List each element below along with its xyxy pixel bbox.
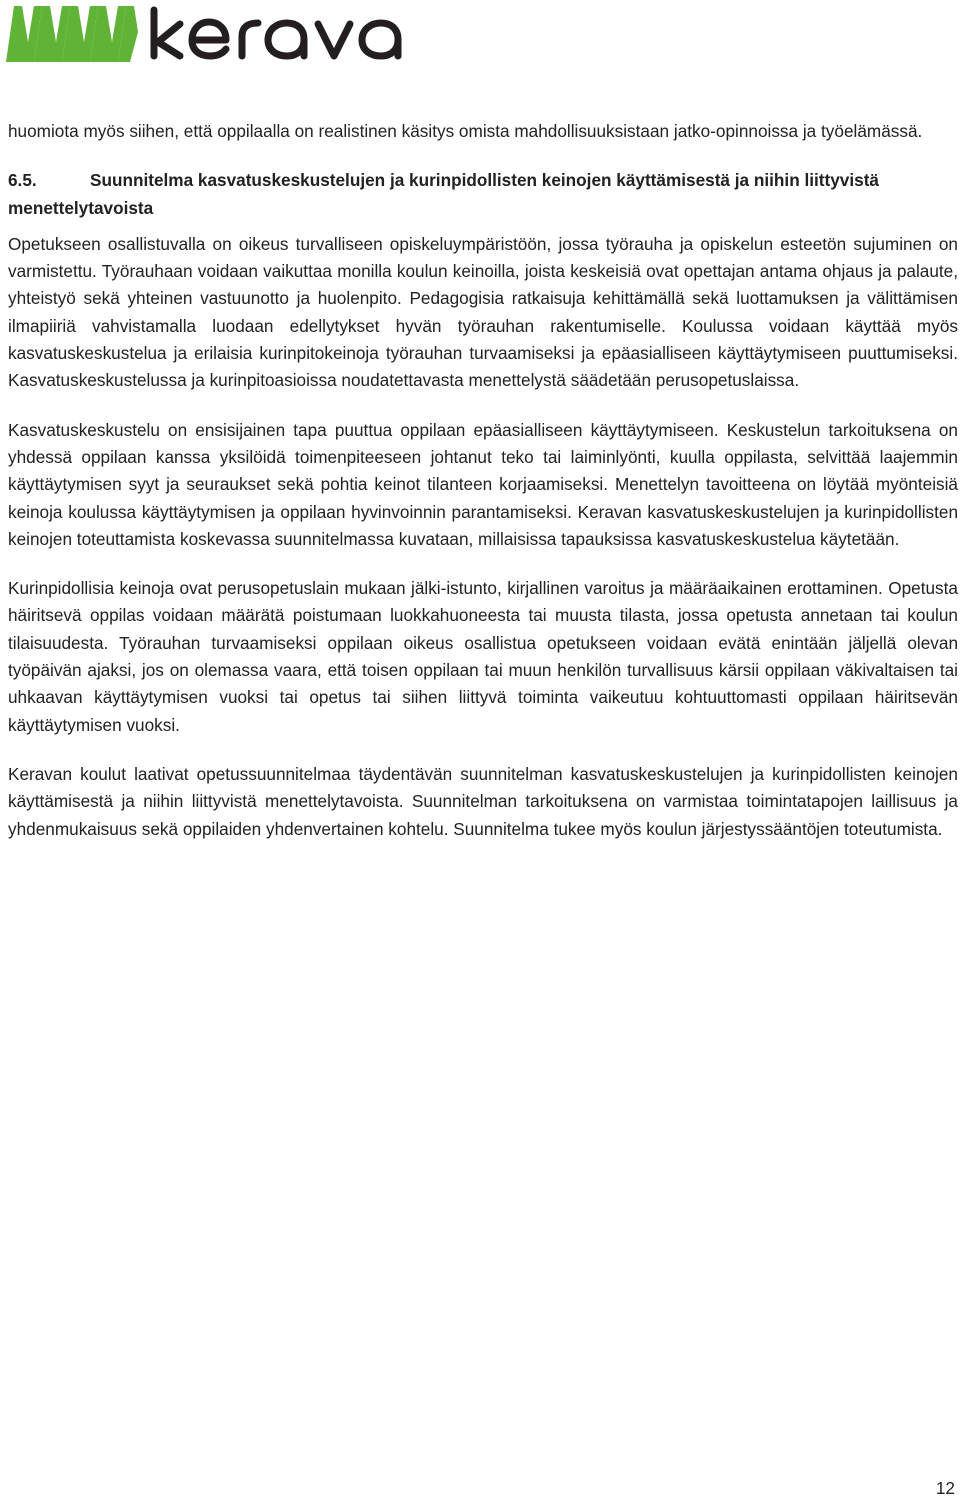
body-paragraph: Kurinpidollisia keinoja ovat perusopetuslain mukaan jälki-istunto, kirjallinen varoitus ja määräaikainen erottaminen. Opetusta häiritsevä oppilas voidaan määrätä poistumaan luokkahuoneesta tai muusta tilasta, jossa opetusta annetaan tai koulun tilaisuudesta. Työrauhan turvaamiseksi oppilaan oikeus osallistua opetukseen voidaan evätä enintään jäljellä olevan työpäivän ajaksi, jos on olemassa vaara, että toisen oppilaan tai muun henkilön turvallisuus kärsii oppilaan väkivaltaisen tai uhkaavan käyttäytymisen vuoksi tai opetus tai siihen liittyvä toiminta vaikeutuu kohtuuttomasti oppilaan häiritsevän käyttäytymisen vuoksi. [8, 578, 958, 735]
body-paragraph: Keravan koulut laativat opetussuunnitelmaa täydentävän suunnitelman kasvatuskeskustelujen ja kurinpidollisten keinojen käyttämisestä ja niihin liittyvistä menettelytavoista. Suunnitelman tarkoituksena on varmistaa toimintatapojen laillisuus ja yhdenmukaisuus sekä oppilaiden yhdenvertainen kohtelu. Suunnitelma tukee myös koulun järjestyssääntöjen toteutumista. [8, 763, 958, 839]
body-paragraph: Opetukseen osallistuvalla on oikeus turvalliseen opiskeluympäristöön, jossa työrauha ja opiskelun esteetön sujuminen on varmistettu. Työrauhaan voidaan vaikuttaa monilla koulun keinoilla, joista keskeisiä ovat opettajan antama ohjaus ja palaute, yhteistyö sekä yhteinen vastuunotto ja huolenpito. Pedagogisia ratkaisuja kehittämällä sekä luottamuksen ja välittämisen ilmapiiriä vahvistamalla luodaan edellytykset hyvän työrauhan rakentumiselle. Koulussa voidaan käyttää myös kasvatuskeskustelua ja erilaisia kurinpitokeinoja työrauhan turvaamiseksi ja epäasialliseen käyttäytymiseen puuttumiseksi. Kasvatuskeskustelussa ja kurinpitoasioissa noudatettavasta menettelystä säädetään perusopetuslaissa. [8, 233, 958, 391]
page-number: 12 [935, 1478, 955, 1498]
section-number: 6.5. [8, 170, 37, 191]
kerava-emblem-icon [6, 6, 138, 62]
kerava-logo [4, 2, 404, 64]
section-title: Suunnitelma kasvatuskeskustelujen ja kurinpidollisten keinojen käyttämisestä ja niihin liittyvistä menettelytavoista [8, 170, 879, 218]
document-body [8, 118, 958, 843]
section-heading [8, 167, 958, 222]
intro-paragraph: huomiota myös siihen, että oppilaalla on realistinen käsitys omista mahdollisuuksistaan jatko-opinnoissa ja työelämässä. [8, 121, 923, 141]
body-paragraph: Kasvatuskeskustelu on ensisijainen tapa puuttua oppilaan epäasialliseen käyttäytymiseen. Keskustelun tarkoituksena on yhdessä oppilaan kanssa yksilöidä toimenpiteeseen johtanut teko tai laiminlyönti, kuulla oppilasta, selvittää laajemmin käyttäytymisen syyt ja seuraukset sekä pohtia keinot tilanteen korjaamiseksi. Menettelyn tavoitteena on löytää myönteisiä keinoja koulussa käyttäytymisen ja oppilaan hyvinvoinnin parantamiseksi. Keravan kasvatuskeskustelujen ja kurinpidollisten keinojen toteuttamista koskevassa suunnitelmassa kuvataan, millaisissa tapauksissa kasvatuskeskustelua käytetään. [8, 419, 958, 549]
